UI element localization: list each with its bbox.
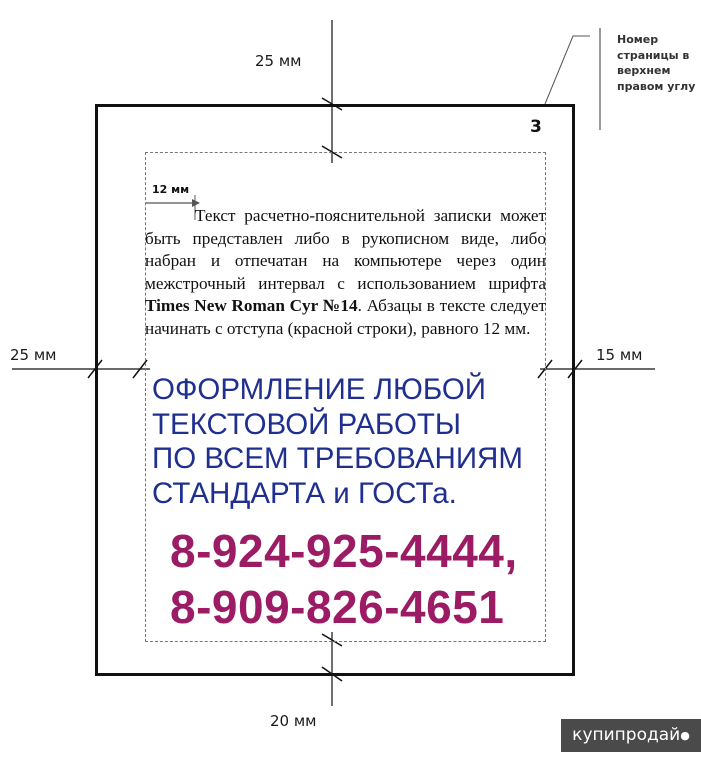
- font-name-bold: Times New Roman Cyr №14: [145, 296, 358, 316]
- indent-label: 12 мм: [152, 183, 190, 196]
- watermark-text: купипродай: [572, 725, 681, 745]
- promo-line: СТАНДАРТА и ГОСТа.: [152, 476, 457, 510]
- body-text-end: . Абзацы в тексте следует начинать с отступа (красной строки), равного 12 мм.: [145, 296, 546, 338]
- body-paragraph: [145, 205, 546, 341]
- page-number-callout: [617, 32, 701, 94]
- callout-line: страницы в: [617, 48, 690, 62]
- promo-line: ОФОРМЛЕНИЕ ЛЮБОЙ: [152, 373, 486, 406]
- callout-line: правом углу: [617, 79, 696, 93]
- dimension-right-label: 15 мм: [596, 346, 643, 364]
- page-number: 3: [530, 117, 542, 137]
- promo-line: ПО ВСЕМ ТРЕБОВАНИЯМ: [152, 442, 523, 475]
- phone-number-primary[interactable]: 8-924-925-4444,: [170, 525, 518, 577]
- promo-heading: [152, 373, 523, 511]
- dimension-bottom-label: 20 мм: [270, 712, 317, 730]
- dimension-left-label: 25 мм: [10, 346, 57, 364]
- callout-line: верхнем: [617, 64, 671, 77]
- watermark-logo: купипродай●: [561, 719, 701, 752]
- callout-line: Номер: [617, 33, 659, 46]
- phone-number-secondary[interactable]: 8-909-826-4651: [170, 581, 505, 633]
- dimension-top-label: 25 мм: [255, 52, 302, 70]
- body-text-start: Текст расчетно-пояснительной записки может быть представлен либо в рукописном виде, либо набран и отпечатан на компьютере через один межстрочный интервал с использованием шрифта: [145, 206, 546, 293]
- promo-line: ТЕКСТОВОЙ РАБОТЫ: [152, 407, 462, 441]
